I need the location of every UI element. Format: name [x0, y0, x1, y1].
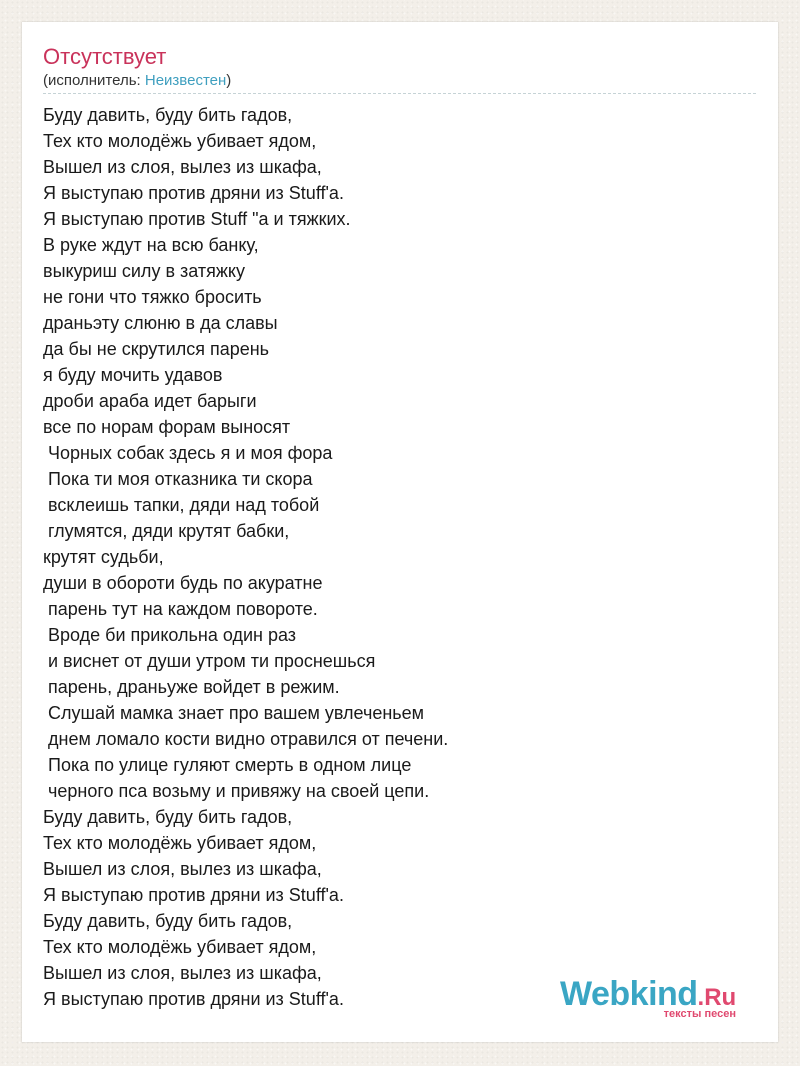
site-logo[interactable]: [560, 974, 760, 1024]
logo-tld: .Ru: [697, 984, 737, 1011]
lyric-line: днем ломало кости видно отравился от печени.: [43, 729, 449, 749]
lyric-line: Буду давить, буду бить гадов,: [43, 807, 293, 827]
lyric-line: Вышел из слоя, вылез из шкафа,: [43, 157, 322, 177]
lyric-line: Я выступаю против дряни из Stuff'a.: [43, 989, 344, 1009]
lyric-line: Я выступаю против Stuff "а и тяжких.: [43, 209, 351, 229]
lyric-line: Вроде би прикольна один раз: [43, 625, 297, 645]
lyric-line: парень тут на каждом повороте.: [43, 599, 318, 619]
logo-name: Webkind: [560, 975, 698, 1013]
lyric-line: все по норам форам выносят: [43, 417, 291, 437]
artist-prefix: (исполнитель:: [43, 72, 145, 89]
lyric-line: всклеишь тапки, дяди над тобой: [43, 495, 320, 515]
lyric-line: Вышел из слоя, вылез из шкафа,: [43, 859, 322, 879]
lyric-line: я буду мочить удавов: [43, 365, 223, 385]
lyric-line: дроби араба идет барыги: [43, 391, 257, 411]
artist-suffix: ): [226, 72, 232, 89]
lyric-line: драньэту слюню в да славы: [43, 313, 278, 333]
lyric-line: не гони что тяжко бросить: [43, 287, 262, 307]
lyric-line: черного пса возьму и привяжу на своей цепи.: [43, 781, 430, 801]
lyric-line: Я выступаю против дряни из Stuff'a.: [43, 183, 344, 203]
lyrics-card: [22, 22, 778, 1042]
lyric-line: парень, драньуже войдет в режим.: [43, 677, 340, 697]
lyric-line: души в обороти будь по акуратне: [43, 573, 323, 593]
title-divider: [43, 93, 756, 94]
lyric-line: Буду давить, буду бить гадов,: [43, 911, 293, 931]
lyric-line: Вышел из слоя, вылез из шкафа,: [43, 963, 322, 983]
artist-link[interactable]: Неизвестен: [144, 72, 227, 89]
lyric-line: Слушай мамка знает про вашем увлеченьем: [43, 703, 425, 723]
lyrics-text: [43, 102, 448, 1012]
lyric-line: да бы не скрутился парень: [43, 339, 270, 359]
lyric-line: и виснет от души утром ти проснешься: [43, 651, 376, 671]
logo-tagline: тексты песен: [663, 1008, 736, 1020]
lyric-line: выкуриш силу в затяжку: [43, 261, 245, 281]
lyric-line: глумятся, дяди крутят бабки,: [43, 521, 290, 541]
lyric-line: В руке ждут на всю банку,: [43, 235, 259, 255]
lyric-line: Тех кто молодёжь убивает ядом,: [43, 833, 317, 853]
song-title: Отсутствует: [43, 44, 167, 69]
lyric-line: Тех кто молодёжь убивает ядом,: [43, 937, 317, 957]
lyric-line: Буду давить, буду бить гадов,: [43, 105, 293, 125]
lyric-line: Пока ти моя отказника ти скора: [43, 469, 313, 489]
artist-line: [43, 72, 231, 90]
lyric-line: Пока по улице гуляют смерть в одном лице: [43, 755, 412, 775]
lyric-line: Чорных собак здесь я и моя фора: [43, 443, 333, 463]
lyric-line: Я выступаю против дряни из Stuff'a.: [43, 885, 344, 905]
lyric-line: Тех кто молодёжь убивает ядом,: [43, 131, 317, 151]
lyric-line: крутят судьби,: [43, 547, 164, 567]
